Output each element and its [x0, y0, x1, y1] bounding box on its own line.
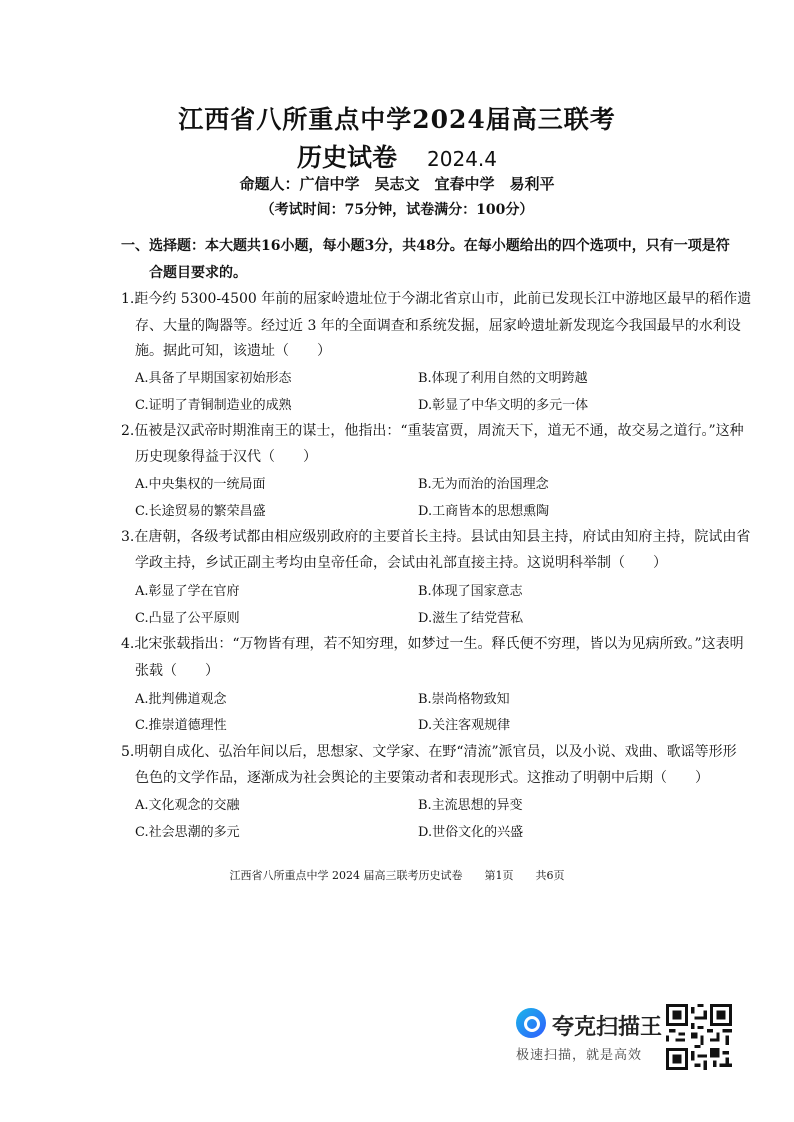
authors-line: 命题人：广信中学 吴志文 宜春中学 易利平 — [239, 175, 555, 193]
question-3-option-a: A.彰显了学在官府 — [135, 584, 240, 599]
question-4-option-c: C.推崇道德理性 — [135, 718, 227, 733]
question-2-option-c: C.长途贸易的繁荣昌盛 — [135, 504, 266, 519]
question-4-option-d: D.关注客观规律 — [418, 718, 511, 733]
watermark-app-name: 夸克扫描王 — [552, 1015, 663, 1040]
question-1-line-1: 1.距今约 5300-4500 年前的屈家岭遗址位于今湖北省京山市，此前已发现长江中游地区最早的稻作遗 — [121, 291, 752, 307]
question-2-option-d: D.工商皆本的思想熏陶 — [418, 504, 550, 519]
question-1-option-b: B.体现了利用自然的文明跨越 — [418, 371, 588, 386]
question-5-line-2: 色色的文学作品，逐渐成为社会舆论的主要策动者和表现形式。这推动了明朝中后期（ ） — [135, 770, 709, 786]
question-2-line-1: 2.伍被是汉武帝时期淮南王的谋士，他指出：“重装富贾，周流天下，道无不通，故交易之道行。”这种 — [121, 423, 744, 439]
question-4-line-2: 张载（ ） — [135, 663, 219, 679]
question-3-option-b: B.体现了国家意志 — [418, 584, 523, 599]
question-3-line-1: 3.在唐朝，各级考试都由相应级别政府的主要首长主持。县试由知县主持，府试由知府主持，院试由省 — [121, 529, 751, 545]
question-5-option-a: A.文化观念的交融 — [135, 798, 240, 813]
question-1-option-c: C.证明了青铜制造业的成熟 — [135, 398, 292, 413]
question-5-option-b: B.主流思想的异变 — [418, 798, 523, 813]
question-4-option-b: B.崇尚格物致知 — [418, 692, 510, 707]
exam-title: 江西省八所重点中学2024届高三联考 — [178, 105, 616, 134]
section-heading-cont: 合题目要求的。 — [149, 265, 247, 281]
question-3-line-2: 学政主持，乡试正副主考均由皇帝任命，会试由礼部直接主持。这说明科举制（ ） — [135, 555, 667, 571]
exam-date: 2024.4 — [427, 147, 497, 171]
question-3-option-d: D.滋生了结党营私 — [418, 611, 524, 626]
qr-code-icon — [666, 1004, 732, 1070]
watermark-slogan: 极速扫描，就是高效 — [516, 1048, 643, 1063]
question-1-line-2: 存、大量的陶器等。经过近 3 年的全面调查和系统发掘，屈家岭遗址新发现迄今我国最早的水利设 — [135, 318, 741, 334]
question-5-option-c: C.社会思潮的多元 — [135, 825, 240, 840]
question-2-option-a: A.中央集权的一统局面 — [135, 477, 266, 492]
question-2-option-b: B.无为而治的治国理念 — [418, 477, 549, 492]
page-footer: 江西省八所重点中学 2024 届高三联考历史试卷 第1页 共6页 — [229, 869, 565, 882]
question-4-line-1: 4.北宋张载指出：“万物皆有理，若不知穷理，如梦过一生。释氏便不穷理，皆以为见病所致。”这表明 — [121, 636, 744, 652]
subject-line — [0, 138, 794, 174]
exam-info: （考试时间：75分钟，试卷满分：100分） — [260, 202, 534, 218]
question-4-option-a: A.批判佛道观念 — [135, 692, 227, 707]
question-1-option-d: D.彰显了中华文明的多元一体 — [418, 398, 589, 413]
question-1-option-a: A.具备了早期国家初始形态 — [135, 371, 292, 386]
question-5-option-d: D.世俗文化的兴盛 — [418, 825, 524, 840]
quark-logo-icon — [516, 1008, 546, 1038]
subject-title: 历史试卷 — [297, 143, 398, 172]
question-1-line-3: 施。据此可知，该遗址（ ） — [135, 343, 331, 359]
question-2-line-2: 历史现象得益于汉代（ ） — [135, 449, 317, 465]
question-5-line-1: 5.明朝自成化、弘治年间以后，思想家、文学家、在野“清流”派官员，以及小说、戏曲、歌谣等形形 — [121, 744, 737, 760]
section-heading: 一、选择题：本大题共16小题，每小题3分，共48分。在每小题给出的四个选项中，只有一项是符 — [121, 238, 730, 254]
question-3-option-c: C.凸显了公平原则 — [135, 611, 240, 626]
